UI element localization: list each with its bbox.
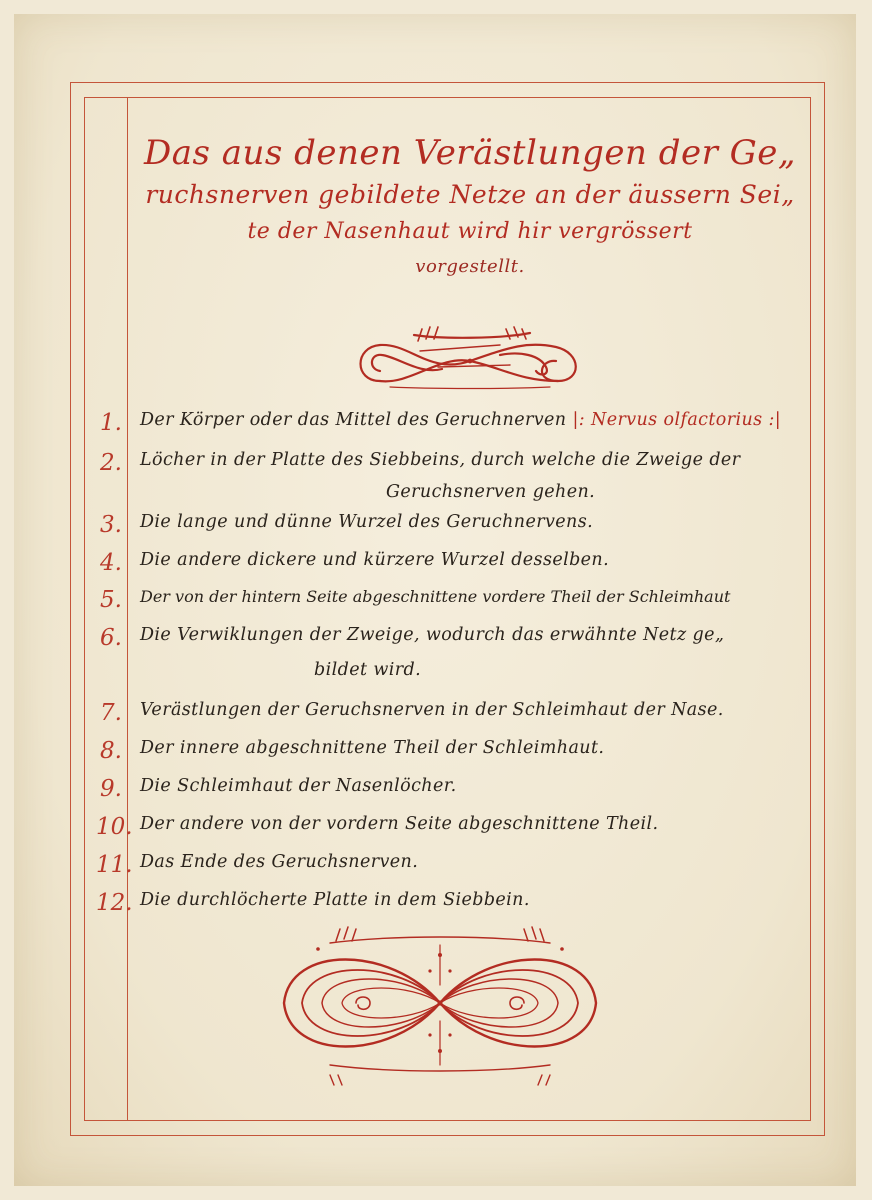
item-number: 6. <box>100 625 122 651</box>
upper-flourish-ornament <box>350 325 590 393</box>
item-text: Die andere dickere und kürzere Wurzel desselben. <box>140 550 610 570</box>
item-text: Der innere abgeschnittene Theil der Schleimhaut. <box>140 738 605 758</box>
item-number: 9. <box>100 776 122 802</box>
lower-flourish-ornament <box>270 925 610 1090</box>
item-text: Die lange und dünne Wurzel des Geruchnervens. <box>140 512 594 532</box>
item-text: Die durchlöcherte Platte in dem Siebbein. <box>140 890 530 910</box>
item-text: Die Schleimhaut der Nasenlöcher. <box>140 776 457 796</box>
item-number: 11. <box>96 852 133 878</box>
item-number: 7. <box>100 700 122 726</box>
item-number: 12. <box>96 890 133 916</box>
item-text: Löcher in der Platte des Siebbeins, durch welche die Zweige der <box>140 450 741 470</box>
title-line-3: te der Nasenhaut wird hir vergrössert <box>247 219 693 244</box>
item-text <box>140 410 781 430</box>
item-number: 3. <box>100 512 122 538</box>
item-text: Der von der hintern Seite abgeschnittene vordere Theil der Schleimhaut <box>140 587 731 606</box>
item-number: 4. <box>100 550 122 576</box>
title-line-2: ruchsnerven gebildete Netze an der äussern Sei„ <box>145 180 795 209</box>
item-text-main: Der Körper oder das Mittel des Geruchnerven <box>140 410 567 430</box>
item-text: Die Verwiklungen der Zweige, wodurch das erwähnte Netz ge„ <box>140 625 725 645</box>
item-text: Das Ende des Geruchsnerven. <box>140 852 419 872</box>
item-number: 2. <box>100 450 122 476</box>
item-number: 8. <box>100 738 122 764</box>
item-text: Verästlungen der Geruchsnerven in der Schleimhaut der Nase. <box>140 700 724 720</box>
title-line-1: Das aus denen Verästlungen der Ge„ <box>143 133 797 173</box>
item-text-continuation: bildet wird. <box>314 660 422 680</box>
page-title <box>140 130 800 284</box>
latin-term: |: Nervus olfactorius :| <box>572 410 782 430</box>
item-text-continuation: Geruchsnerven gehen. <box>386 482 596 502</box>
item-number: 10. <box>96 814 133 840</box>
item-text: Der andere von der vordern Seite abgeschnittene Theil. <box>140 814 659 834</box>
title-line-4: vorgestellt. <box>415 256 525 277</box>
item-number: 5. <box>100 587 122 613</box>
item-number: 1. <box>100 410 122 436</box>
margin-rule <box>127 97 128 1121</box>
